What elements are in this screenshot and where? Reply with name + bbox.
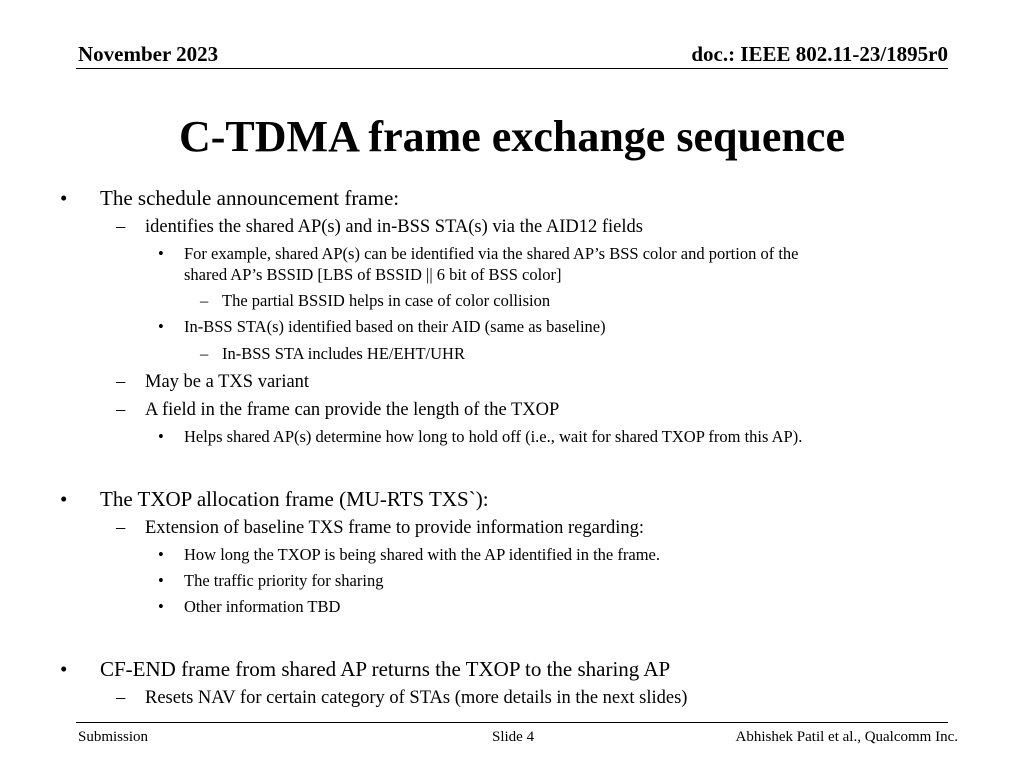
- bullet-marker: •: [60, 487, 68, 511]
- sub-sub-bullet-marker: •: [158, 571, 164, 590]
- sub-bullet-marker: –: [116, 217, 126, 237]
- sub-sub-bullet-marker: •: [158, 244, 164, 263]
- bullet-schedule-announcement: The schedule announcement frame:: [100, 186, 400, 210]
- sub-bullet-identifies: identifies the shared AP(s) and in-BSS STA(s) via the AID12 fields: [145, 217, 643, 237]
- sub-sub-bullet-how-long: How long the TXOP is being shared with the AP identified in the frame.: [184, 545, 660, 564]
- sub-bullet-marker: –: [116, 518, 126, 538]
- level4-marker: –: [200, 291, 209, 310]
- sub-bullet-txop-length: A field in the frame can provide the length of the TXOP: [145, 400, 560, 420]
- sub-bullet-txs-extension: Extension of baseline TXS frame to provide information regarding:: [145, 518, 645, 538]
- level4-in-bss-sta-includes: In-BSS STA includes HE/EHT/UHR: [222, 344, 465, 363]
- sub-sub-bullet-marker: •: [158, 597, 164, 616]
- sub-sub-bullet-traffic-priority: The traffic priority for sharing: [184, 571, 384, 590]
- sub-bullet-marker: –: [116, 688, 126, 708]
- sub-bullet-txs-variant: May be a TXS variant: [145, 372, 310, 392]
- bullet-marker: •: [60, 186, 68, 210]
- header-doc-id: doc.: IEEE 802.11-23/1895r0: [691, 42, 948, 66]
- sub-sub-bullet-hold-off: Helps shared AP(s) determine how long to hold off (i.e., wait for shared TXOP from this AP).: [184, 427, 803, 446]
- bullet-txop-allocation: The TXOP allocation frame (MU-RTS TXS`):: [100, 487, 489, 511]
- sub-sub-bullet-in-bss-sta: In-BSS STA(s) identified based on their AID (same as baseline): [184, 317, 606, 336]
- sub-sub-bullet-marker: •: [158, 427, 164, 446]
- bullet-marker: •: [60, 657, 68, 681]
- level4-partial-bssid: The partial BSSID helps in case of color collision: [222, 291, 551, 310]
- header-date: November 2023: [78, 42, 219, 66]
- sub-sub-bullet-example-line2: shared AP’s BSSID [LBS of BSSID || 6 bit of BSS color]: [184, 265, 562, 284]
- sub-sub-bullet-other-info: Other information TBD: [184, 597, 341, 616]
- sub-sub-bullet-example-line1: For example, shared AP(s) can be identified via the shared AP’s BSS color and portion of the: [184, 244, 799, 263]
- footer-divider: [76, 722, 948, 723]
- sub-bullet-resets-nav: Resets NAV for certain category of STAs (more details in the next slides): [145, 688, 688, 708]
- sub-sub-bullet-marker: •: [158, 317, 164, 336]
- footer-submission: Submission: [78, 729, 149, 745]
- footer-author: Abhishek Patil et al., Qualcomm Inc.: [735, 729, 958, 745]
- header-divider: [76, 68, 948, 69]
- bullet-cf-end: CF-END frame from shared AP returns the TXOP to the sharing AP: [100, 657, 671, 681]
- level4-marker: –: [200, 344, 209, 363]
- sub-sub-bullet-marker: •: [158, 545, 164, 564]
- slide-title: C-TDMA frame exchange sequence: [179, 112, 845, 161]
- footer-slide-number: Slide 4: [492, 729, 535, 745]
- sub-bullet-marker: –: [116, 372, 126, 392]
- sub-bullet-marker: –: [116, 400, 126, 420]
